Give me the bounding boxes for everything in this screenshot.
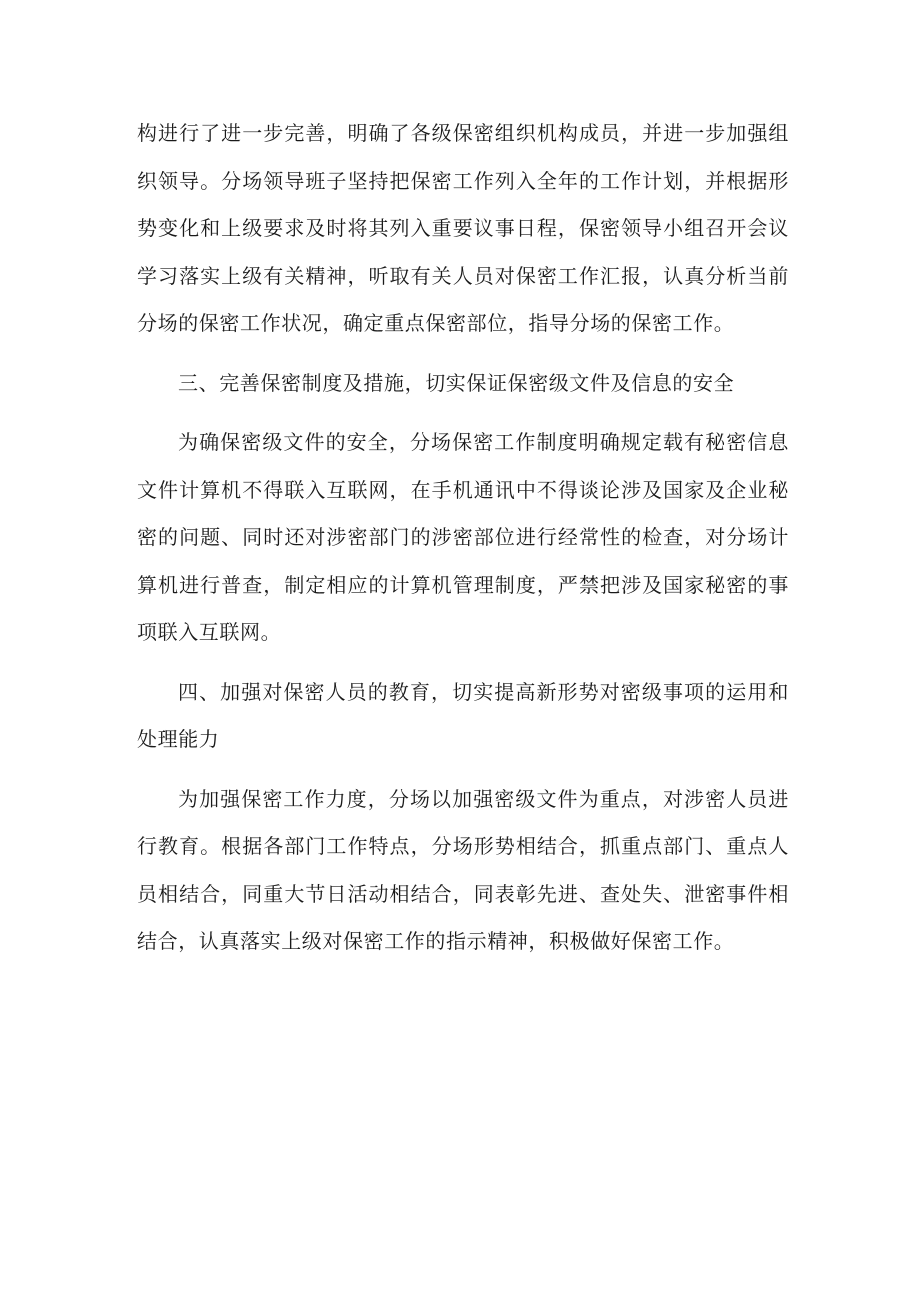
paragraph-continuation: 构进行了进一步完善，明确了各级保密组织机构成员，并进一步加强组织领导。分场领导班子坚持把保密工作列入全年的工作计划，并根据形势变化和上级要求及时将其列入重要议事日程，保密领导小组召开会议学习落实上级有关精神，听取有关人员对保密工作汇报，认真分析当前分场的保密工作状况，确定重点保密部位，指导分场的保密工作。 <box>137 121 789 335</box>
section-heading-3: 三、完善保密制度及措施，切实保证保密级文件及信息的安全 <box>178 370 735 395</box>
section-heading-4: 四、加强对保密人员的教育，切实提高新形势对密级事项的运用和处理能力 <box>137 679 789 751</box>
paragraph-section-4: 为加强保密工作力度，分场以加强密级文件为重点，对涉密人员进行教育。根据各部门工作特点，分场形势相结合，抓重点部门、重点人员相结合，同重大节日活动相结合，同表彰先进、查处失、泄密事件相结合，认真落实上级对保密工作的指示精神，积极做好保密工作。 <box>137 786 789 953</box>
paragraph-section-3: 为确保密级文件的安全，分场保密工作制度明确规定载有秘密信息文件计算机不得联入互联网，在手机通讯中不得谈论涉及国家及企业秘密的问题、同时还对涉密部门的涉密部位进行经常性的检查，对分场计算机进行普查，制定相应的计算机管理制度，严禁把涉及国家秘密的事项联入互联网。 <box>137 430 789 644</box>
document-body <box>137 110 789 966</box>
